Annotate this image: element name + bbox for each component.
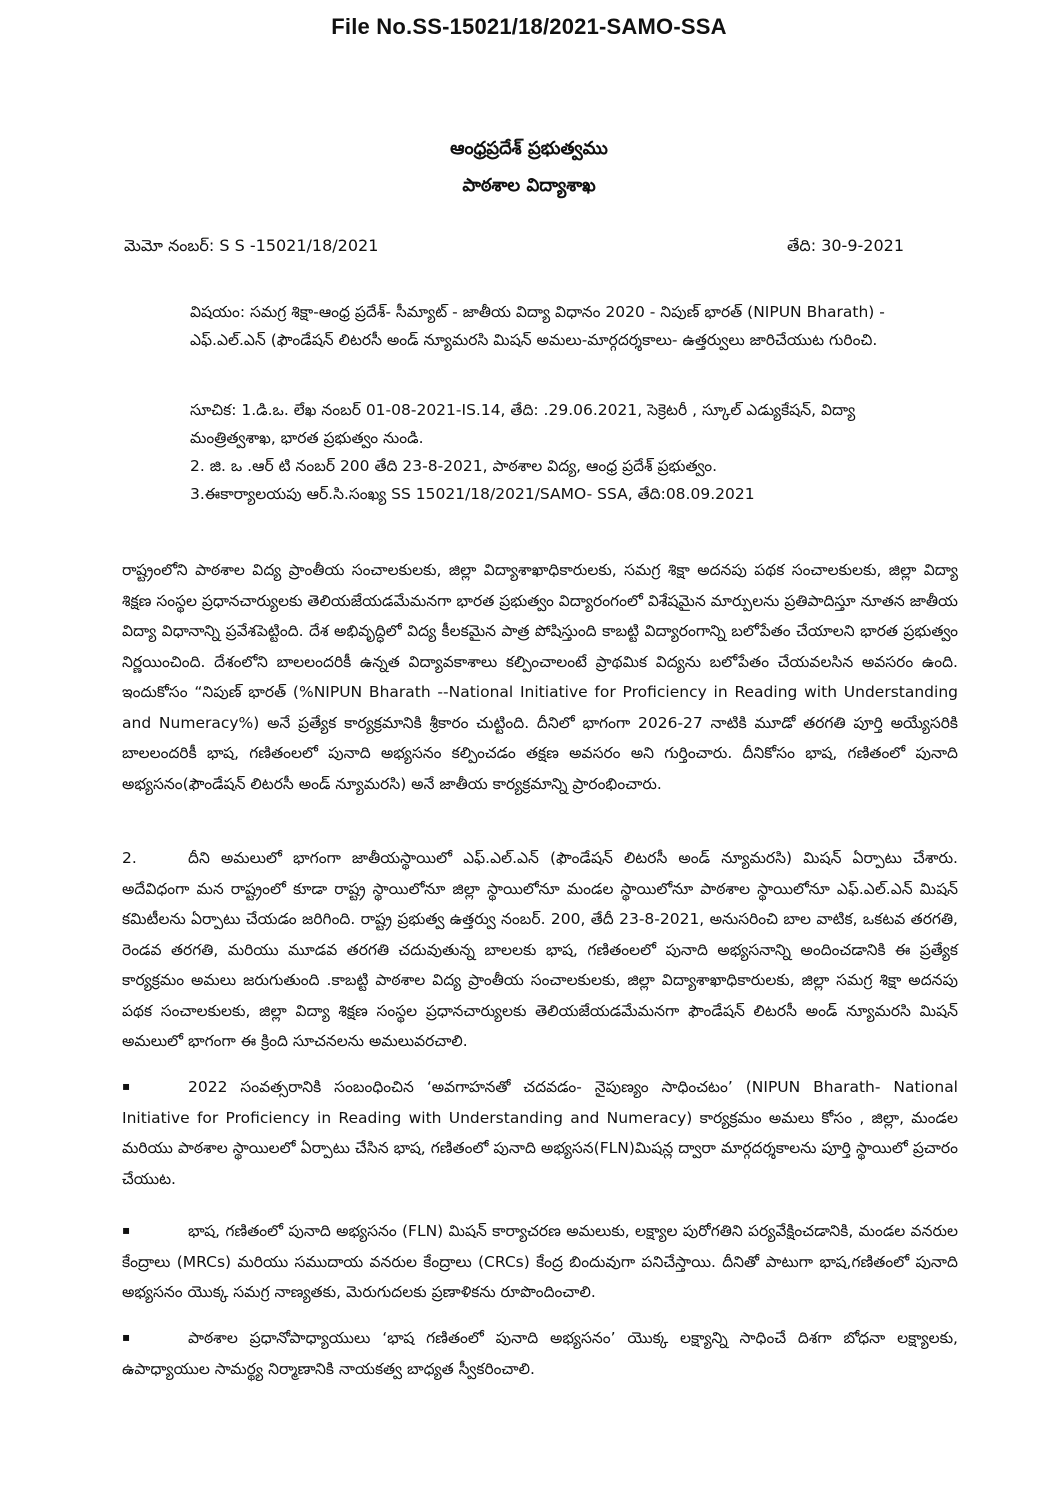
reference-3: 3.ఈకార్యాలయపు ఆర్.సి.సంఖ్య SS 15021/18/2021/SAMO- SSA, తేది:08.09.2021 <box>190 485 755 503</box>
memo-info-row <box>124 236 904 262</box>
memo-number: మెమో నంబర్: S S -15021/18/2021 <box>124 236 379 255</box>
government-title: ఆంధ్రప్రదేశ్ ప్రభుత్వము <box>450 138 608 159</box>
references-block <box>190 396 930 508</box>
bullet-3-text: పాఠశాల ప్రధానోపాధ్యాయులు ‘భాష గణితంలో పునాది అభ్యసనం’ యొక్క లక్ష్యాన్ని సాధించే దిశగా బోధనా లక్ష్యాలకు, ఉపాధ్యాయుల సామర్థ్య నిర్మాణానికి నాయకత్వ బాధ్యత స్వీకరించాలి. <box>122 1329 958 1378</box>
body-paragraph-1: రాష్ట్రంలోని పాఠశాల విద్య ప్రాంతీయ సంచాలకులకు, జిల్లా విద్యాశాఖాధికారులకు, సమగ్ర శిక్షా అదనపు పథక సంచాలకులకు, జిల్లా విద్యా శిక్షణ సంస్థల ప్రధానచార్యులకు తెలియజేయడమేమనగా భారత ప్రభుత్వం విద్యారంగంలో విశేషమైన మార్పులను ప్రతిపాదిస్తూ నూతన జాతీయ విద్యా విధానాన్ని ప్రవేశపెట్టింది. దేశ అభివృద్ధిలో విద్య కీలకమైన పాత్ర పోషిస్తుంది కాబట్టి విద్యారంగాన్ని బలోపేతం చేయాలని భారత ప్రభుత్వం నిర్ణయించింది. దేశంలోని బాలలందరికీ ఉన్నత విద్యావకాశాలు కల్పించాలంటే ప్రాథమిక విద్యను బలోపేతం చేయవలసిన అవసరం ఉంది. ఇందుకోసం “నిపుణ్ భారత్ (%NIPUN Bharath --National Initiative for Proficiency in Reading with Understanding and Numeracy%) అనే ప్రత్యేక కార్యక్రమానికి శ్రీకారం చుట్టింది. దీనిలో భాగంగా 2026-27 నాటికి మూడో తరగతి పూర్తి అయ్యేసరికి బాలలందరికీ భాష, గణితంలలో పునాది అభ్యసనం కల్పించడం తక్షణ అవసరం అని గుర్తించారు. దీనికోసం భాష, గణితంలో పునాది అభ్యసనం(ఫౌండేషన్ లిటరసీ అండ్ న్యూమరసి) అనే జాతీయ కార్యక్రమాన్ని ప్రారంభించారు. <box>122 561 958 793</box>
bullet-marker-icon: ▪ <box>122 1330 131 1344</box>
bullet-point-3 <box>122 1322 958 1384</box>
file-number-header: File No.SS-15021/18/2021-SAMO-SSA <box>331 14 727 39</box>
body-paragraph-2 <box>122 843 958 1057</box>
bullet-1-text: 2022 సంవత్సరానికి సంబంధించిన ‘అవగాహనతో చదవడం- నైపుణ్యం సాధించటం’ (NIPUN Bharath- National Initiative for Proficiency in Reading with Understanding and Numeracy) కార్యక్రమం అమలు కోసం , జిల్లా, మండల మరియు పాఠశాల స్థాయిలలో ఏర్పాటు చేసిన భాష, గణితంలో పునాది అభ్యసన(FLN)మిషన్ల ద్వారా మార్గదర్శకాలను పూర్తి స్థాయిలో ప్రచారం చేయుట. <box>122 1078 958 1188</box>
bullet-point-2 <box>122 1215 958 1308</box>
paragraph-2-text: దీని అమలులో భాగంగా జాతీయస్థాయిలో ఎఫ్.ఎల్.ఎన్ (ఫౌండేషన్ లిటరసీ అండ్ న్యూమరసి) మిషన్ ఏర్పాటు చేశారు. అదేవిధంగా మన రాష్ట్రంలో కూడా రాష్ట్ర స్థాయిలోనూ జిల్లా స్థాయిలోనూ మండల స్థాయిలోనూ పాఠశాల స్థాయిలోనూ ఎఫ్.ఎల్.ఎన్ మిషన్ కమిటీలను ఏర్పాటు చేయడం జరిగింది. రాష్ట్ర ప్రభుత్వ ఉత్తర్వు నంబర్. 200, తేదీ 23-8-2021, అనుసరించి బాల వాటిక, ఒకటవ తరగతి, రెండవ తరగతి, మరియు మూడవ తరగతి చదువుతున్న బాలలకు భాష, గణితంలలో పునాది అభ్యసనాన్ని అందించడానికి ఈ ప్రత్యేక కార్యక్రమం అమలు జరుగుతుంది .కాబట్టి పాఠశాల విద్య ప్రాంతీయ సంచాలకులకు, జిల్లా విద్యాశాఖాధికారులకు, జిల్లా సమగ్ర శిక్షా అదనపు పథక సంచాలకులకు, జిల్లా విద్యా శిక్షణ సంస్థల ప్రధానచార్యులకు తెలియజేయడమేమనగా ఫౌండేషన్ లిటరసీ అండ్ న్యూమరసి మిషన్ అమలులో భాగంగా ఈ క్రింది సూచనలను అమలువరచాలి. <box>122 849 958 1050</box>
memo-date: తేది: 30-9-2021 <box>786 236 904 255</box>
subject-block: విషయం: సమగ్ర శిక్షా-ఆంధ్ర ప్రదేశ్- సీమ్యాట్ - జాతీయ విద్యా విధానం 2020 - నిపుణ్ భారత్ (NIPUN Bharath) - ఎఫ్.ఎల్.ఎన్ (ఫౌండేషన్ లిటరసీ అండ్ న్యూమరసి మిషన్ అమలు-మార్గదర్శకాలు- ఉత్తర్వులు జారిచేయుట గురించి. <box>190 303 885 349</box>
bullet-marker-icon: ▪ <box>122 1223 131 1237</box>
paragraph-number: 2. <box>122 849 137 867</box>
department-title: పాఠశాల విద్యాశాఖ <box>462 175 596 196</box>
bullet-marker-icon: ▪ <box>122 1079 131 1093</box>
bullet-point-1 <box>122 1071 958 1194</box>
reference-2: 2. జి. ఒ .ఆర్ టి నంబర్ 200 తేది 23-8-2021, పాఠశాల విద్య, ఆంధ్ర ప్రదేశ్ ప్రభుత్వం. <box>190 457 718 475</box>
bullet-2-text: భాష, గణితంలో పునాది అభ్యసనం (FLN) మిషన్ కార్యాచరణ అమలుకు, లక్ష్యాల పురోగతిని పర్యవేక్షించడానికి, మండల వనరుల కేంద్రాలు (MRCs) మరియు సముదాయ వనరుల కేంద్రాలు (CRCs) కేంద్ర బిందువుగా పనిచేస్తాయి. దీనితో పాటుగా భాష,గణితంలో పునాది అభ్యసనం యొక్క సమగ్ర నాణ్యతకు, మెరుగుదలకు ప్రణాళికను రూపొందించాలి. <box>122 1222 958 1301</box>
reference-1: సూచిక: 1.డి.ఒ. లేఖ నంబర్ 01-08-2021-IS.14, తేది: .29.06.2021, సెక్రెటరీ , స్కూల్ ఎడ్యుకేషన్, విద్యా మంత్రిత్వశాఖ, భారత ప్రభుత్వం నుండి. <box>190 401 856 447</box>
